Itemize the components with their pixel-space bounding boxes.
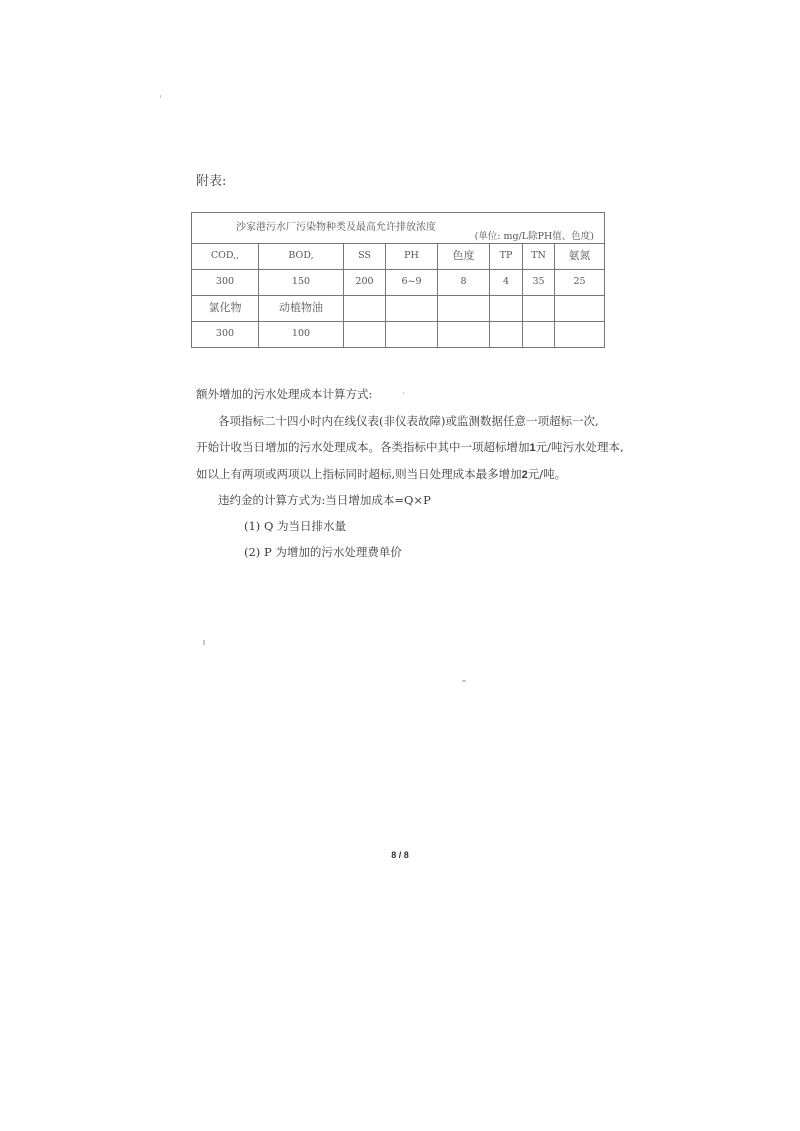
value-cell: 100 <box>259 322 344 348</box>
empty-cell <box>555 296 605 322</box>
cost-paragraph-line-1: 各项指标二十四小时内在线仪表(非仪表故障)或监测数据任意一项超标一次, <box>218 414 599 428</box>
empty-cell <box>386 296 438 322</box>
value-cell: 4 <box>490 270 523 296</box>
empty-cell <box>523 296 555 322</box>
cost-paragraph-line-3 <box>196 466 566 482</box>
value-cell: 25 <box>555 270 605 296</box>
scan-speck <box>462 680 466 682</box>
cost-increase-one: 1 <box>529 442 536 454</box>
value-cell: 200 <box>344 270 386 296</box>
cost-paragraph-line-3-text: 如以上有两项或两项以上指标同时超标,则当日处理成本最多增加 <box>196 467 522 481</box>
empty-cell <box>438 322 490 348</box>
cost-paragraph-line-2 <box>196 439 624 455</box>
value-cell: 300 <box>192 270 259 296</box>
scan-speck <box>403 392 404 394</box>
table-caption-unit: (单位: mg/L除PH值、色度) <box>474 231 594 242</box>
empty-cell <box>523 322 555 348</box>
pollutant-limits-table <box>191 212 605 348</box>
cost-paragraph-line-2-text: 开始计收当日增加的污水处理成本。各类指标中其中一项超标增加 <box>196 440 530 454</box>
value-cell: 6~9 <box>386 270 438 296</box>
empty-cell <box>344 296 386 322</box>
header-cell: TP <box>490 244 523 270</box>
table-row <box>192 244 605 270</box>
penalty-formula: 违约金的计算方式为:当日增加成本=Q×P <box>218 493 431 507</box>
cost-section-heading: 额外增加的污水处理成本计算方式: <box>196 387 373 401</box>
page-number: 8 / 8 <box>391 850 409 860</box>
cost-paragraph-line-2-tail: 元/吨污水处理本, <box>535 440 624 454</box>
table-row <box>192 296 605 322</box>
empty-cell <box>490 322 523 348</box>
header-cell: SS <box>344 244 386 270</box>
value-cell: 300 <box>192 322 259 348</box>
table-caption-title: 沙家港污水厂污染物种类及最高允许排放浓度 <box>236 222 436 233</box>
value-cell: 8 <box>438 270 490 296</box>
header-cell: COD,, <box>192 244 259 270</box>
empty-cell <box>555 322 605 348</box>
table-row <box>192 322 605 348</box>
header-cell: 动植物油 <box>259 296 344 322</box>
header-cell: PH <box>386 244 438 270</box>
header-cell: BOD, <box>259 244 344 270</box>
appendix-label: 附表: <box>196 174 227 189</box>
header-cell: 氨氮 <box>555 244 605 270</box>
empty-cell <box>344 322 386 348</box>
formula-item-p: (2) P 为增加的污水处理费单价 <box>244 545 402 559</box>
header-cell: 氯化物 <box>192 296 259 322</box>
scan-speck <box>160 95 161 98</box>
formula-item-q: (1) Q 为当日排水量 <box>244 519 347 533</box>
empty-cell <box>386 322 438 348</box>
cost-paragraph-line-3-tail: 元/吨。 <box>527 467 567 481</box>
header-cell: TN <box>523 244 555 270</box>
empty-cell <box>438 296 490 322</box>
table-row <box>192 270 605 296</box>
empty-cell <box>490 296 523 322</box>
value-cell: 35 <box>523 270 555 296</box>
value-cell: 150 <box>259 270 344 296</box>
cost-increase-two: 2 <box>521 469 528 481</box>
header-cell: 色度 <box>438 244 490 270</box>
scan-speck <box>203 640 205 645</box>
table-caption-cell <box>192 213 605 244</box>
